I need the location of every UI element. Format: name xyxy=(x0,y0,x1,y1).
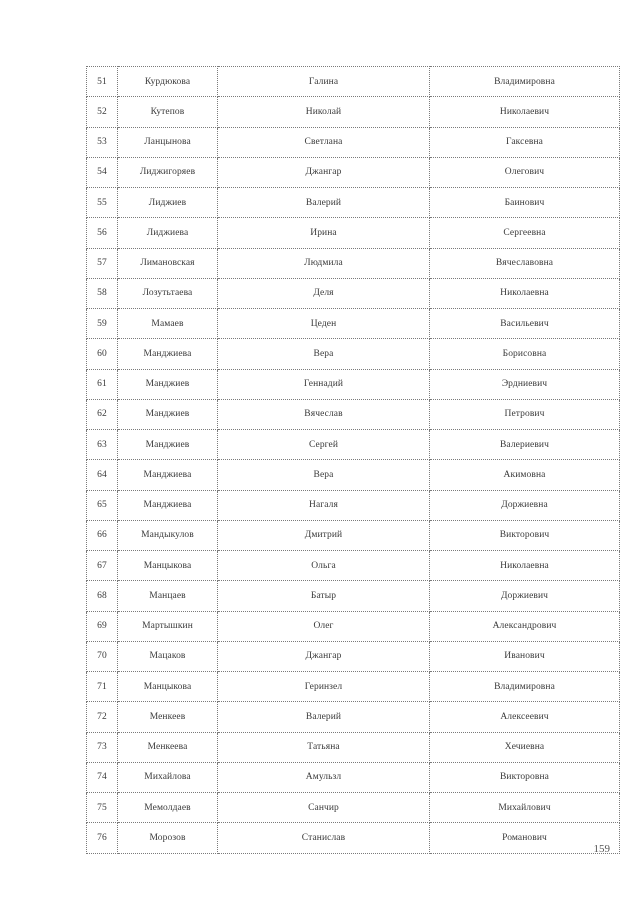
first-name-cell: Сергей xyxy=(218,430,430,460)
first-name-cell: Ирина xyxy=(218,218,430,248)
last-name-cell: Менкеев xyxy=(118,702,218,732)
first-name-cell: Деля xyxy=(218,278,430,308)
first-name-cell: Джангар xyxy=(218,641,430,671)
patronymic-cell: Хечиевна xyxy=(430,732,620,762)
roster-table xyxy=(86,66,620,854)
table-row xyxy=(87,127,620,157)
patronymic-cell: Валериевич xyxy=(430,430,620,460)
last-name-cell: Мандыкулов xyxy=(118,520,218,550)
last-name-cell: Курдюкова xyxy=(118,67,218,97)
first-name-cell: Станислав xyxy=(218,823,430,853)
row-number: 53 xyxy=(87,127,118,157)
table-row xyxy=(87,581,620,611)
table-row xyxy=(87,309,620,339)
first-name-cell: Николай xyxy=(218,97,430,127)
first-name-cell: Светлана xyxy=(218,127,430,157)
patronymic-cell: Эрдниевич xyxy=(430,369,620,399)
row-number: 63 xyxy=(87,430,118,460)
first-name-cell: Вера xyxy=(218,460,430,490)
first-name-cell: Санчир xyxy=(218,793,430,823)
last-name-cell: Манджиева xyxy=(118,490,218,520)
last-name-cell: Мацаков xyxy=(118,641,218,671)
first-name-cell: Нагаля xyxy=(218,490,430,520)
last-name-cell: Манджиев xyxy=(118,369,218,399)
last-name-cell: Манджиев xyxy=(118,430,218,460)
patronymic-cell: Петрович xyxy=(430,399,620,429)
table-row xyxy=(87,641,620,671)
first-name-cell: Галина xyxy=(218,67,430,97)
table-row xyxy=(87,460,620,490)
last-name-cell: Лиджиев xyxy=(118,188,218,218)
first-name-cell: Олег xyxy=(218,611,430,641)
patronymic-cell: Баинович xyxy=(430,188,620,218)
first-name-cell: Людмила xyxy=(218,248,430,278)
table-row xyxy=(87,732,620,762)
table-row xyxy=(87,823,620,853)
table-row xyxy=(87,793,620,823)
row-number: 75 xyxy=(87,793,118,823)
first-name-cell: Батыр xyxy=(218,581,430,611)
row-number: 74 xyxy=(87,762,118,792)
table-row xyxy=(87,702,620,732)
table-row xyxy=(87,157,620,187)
row-number: 56 xyxy=(87,218,118,248)
first-name-cell: Вера xyxy=(218,339,430,369)
patronymic-cell: Викторович xyxy=(430,520,620,550)
table-row xyxy=(87,672,620,702)
table-row xyxy=(87,430,620,460)
last-name-cell: Лиджиева xyxy=(118,218,218,248)
patronymic-cell: Викторовна xyxy=(430,762,620,792)
last-name-cell: Манджиева xyxy=(118,339,218,369)
table-row xyxy=(87,278,620,308)
last-name-cell: Морозов xyxy=(118,823,218,853)
last-name-cell: Михайлова xyxy=(118,762,218,792)
patronymic-cell: Сергеевна xyxy=(430,218,620,248)
row-number: 61 xyxy=(87,369,118,399)
last-name-cell: Манджиева xyxy=(118,460,218,490)
table-row xyxy=(87,762,620,792)
table-row xyxy=(87,520,620,550)
patronymic-cell: Александрович xyxy=(430,611,620,641)
table-row xyxy=(87,97,620,127)
patronymic-cell: Вячеславовна xyxy=(430,248,620,278)
row-number: 59 xyxy=(87,309,118,339)
last-name-cell: Лимановская xyxy=(118,248,218,278)
patronymic-cell: Иванович xyxy=(430,641,620,671)
row-number: 51 xyxy=(87,67,118,97)
first-name-cell: Джангар xyxy=(218,157,430,187)
first-name-cell: Валерий xyxy=(218,702,430,732)
row-number: 55 xyxy=(87,188,118,218)
patronymic-cell: Борисовна xyxy=(430,339,620,369)
row-number: 67 xyxy=(87,551,118,581)
last-name-cell: Мартышкин xyxy=(118,611,218,641)
patronymic-cell: Олегович xyxy=(430,157,620,187)
table-row xyxy=(87,369,620,399)
first-name-cell: Татьяна xyxy=(218,732,430,762)
last-name-cell: Мемолдаев xyxy=(118,793,218,823)
first-name-cell: Амульзл xyxy=(218,762,430,792)
last-name-cell: Лозутьтаева xyxy=(118,278,218,308)
last-name-cell: Ланцынова xyxy=(118,127,218,157)
row-number: 52 xyxy=(87,97,118,127)
row-number: 62 xyxy=(87,399,118,429)
patronymic-cell: Николаевич xyxy=(430,97,620,127)
last-name-cell: Мамаев xyxy=(118,309,218,339)
last-name-cell: Менкеева xyxy=(118,732,218,762)
patronymic-cell: Доржиевич xyxy=(430,581,620,611)
patronymic-cell: Гаксевна xyxy=(430,127,620,157)
row-number: 70 xyxy=(87,641,118,671)
first-name-cell: Геринзел xyxy=(218,672,430,702)
patronymic-cell: Владимировна xyxy=(430,672,620,702)
first-name-cell: Ольга xyxy=(218,551,430,581)
page-number: 159 xyxy=(593,843,610,855)
table-row xyxy=(87,551,620,581)
patronymic-cell: Владимировна xyxy=(430,67,620,97)
row-number: 69 xyxy=(87,611,118,641)
last-name-cell: Лиджигоряев xyxy=(118,157,218,187)
patronymic-cell: Доржиевна xyxy=(430,490,620,520)
patronymic-cell: Романович xyxy=(430,823,620,853)
table-row xyxy=(87,611,620,641)
row-number: 60 xyxy=(87,339,118,369)
row-number: 72 xyxy=(87,702,118,732)
row-number: 64 xyxy=(87,460,118,490)
last-name-cell: Манцыкова xyxy=(118,672,218,702)
row-number: 54 xyxy=(87,157,118,187)
patronymic-cell: Васильевич xyxy=(430,309,620,339)
first-name-cell: Валерий xyxy=(218,188,430,218)
row-number: 68 xyxy=(87,581,118,611)
first-name-cell: Дмитрий xyxy=(218,520,430,550)
row-number: 73 xyxy=(87,732,118,762)
row-number: 71 xyxy=(87,672,118,702)
table-row xyxy=(87,67,620,97)
first-name-cell: Геннадий xyxy=(218,369,430,399)
first-name-cell: Вячеслав xyxy=(218,399,430,429)
patronymic-cell: Алексеевич xyxy=(430,702,620,732)
table-row xyxy=(87,490,620,520)
row-number: 66 xyxy=(87,520,118,550)
patronymic-cell: Михайлович xyxy=(430,793,620,823)
table-row xyxy=(87,339,620,369)
patronymic-cell: Акимовна xyxy=(430,460,620,490)
row-number: 65 xyxy=(87,490,118,520)
first-name-cell: Цеден xyxy=(218,309,430,339)
last-name-cell: Кутепов xyxy=(118,97,218,127)
table-row xyxy=(87,188,620,218)
patronymic-cell: Николаевна xyxy=(430,278,620,308)
row-number: 76 xyxy=(87,823,118,853)
table-row xyxy=(87,399,620,429)
row-number: 57 xyxy=(87,248,118,278)
table-row xyxy=(87,248,620,278)
roster-table-body xyxy=(87,67,620,854)
table-row xyxy=(87,218,620,248)
last-name-cell: Манцыкова xyxy=(118,551,218,581)
patronymic-cell: Николаевна xyxy=(430,551,620,581)
last-name-cell: Манджиев xyxy=(118,399,218,429)
row-number: 58 xyxy=(87,278,118,308)
last-name-cell: Манцаев xyxy=(118,581,218,611)
